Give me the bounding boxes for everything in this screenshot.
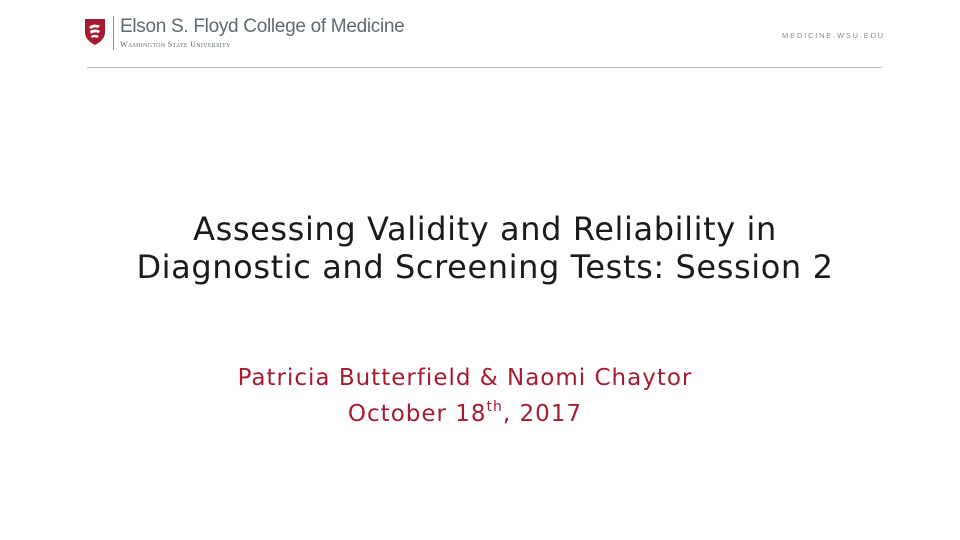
date-suffix: , 2017 <box>502 401 583 427</box>
university-name: Washington State University <box>120 40 231 49</box>
header-divider <box>87 67 882 68</box>
wsu-shield-icon <box>84 18 106 46</box>
logo-text <box>120 16 404 50</box>
title-line-1: Assessing Validity and Reliability in <box>193 210 777 248</box>
title-line-2: Diagnostic and Screening Tests: Session 2 <box>136 248 834 286</box>
presentation-date <box>130 396 800 432</box>
slide-header <box>0 0 960 70</box>
authors: Patricia Butterfield & Naomi Chaytor <box>237 365 693 391</box>
slide-subtitle <box>130 360 800 432</box>
college-name: Elson S. Floyd College of Medicine <box>120 16 405 37</box>
website-url: MEDICINE.WSU.EDU <box>782 31 885 40</box>
date-prefix: October 18 <box>347 401 487 427</box>
slide-title <box>80 210 890 286</box>
date-ordinal-suffix: th <box>486 399 503 415</box>
logo-divider <box>113 16 114 50</box>
college-logo <box>84 16 404 52</box>
